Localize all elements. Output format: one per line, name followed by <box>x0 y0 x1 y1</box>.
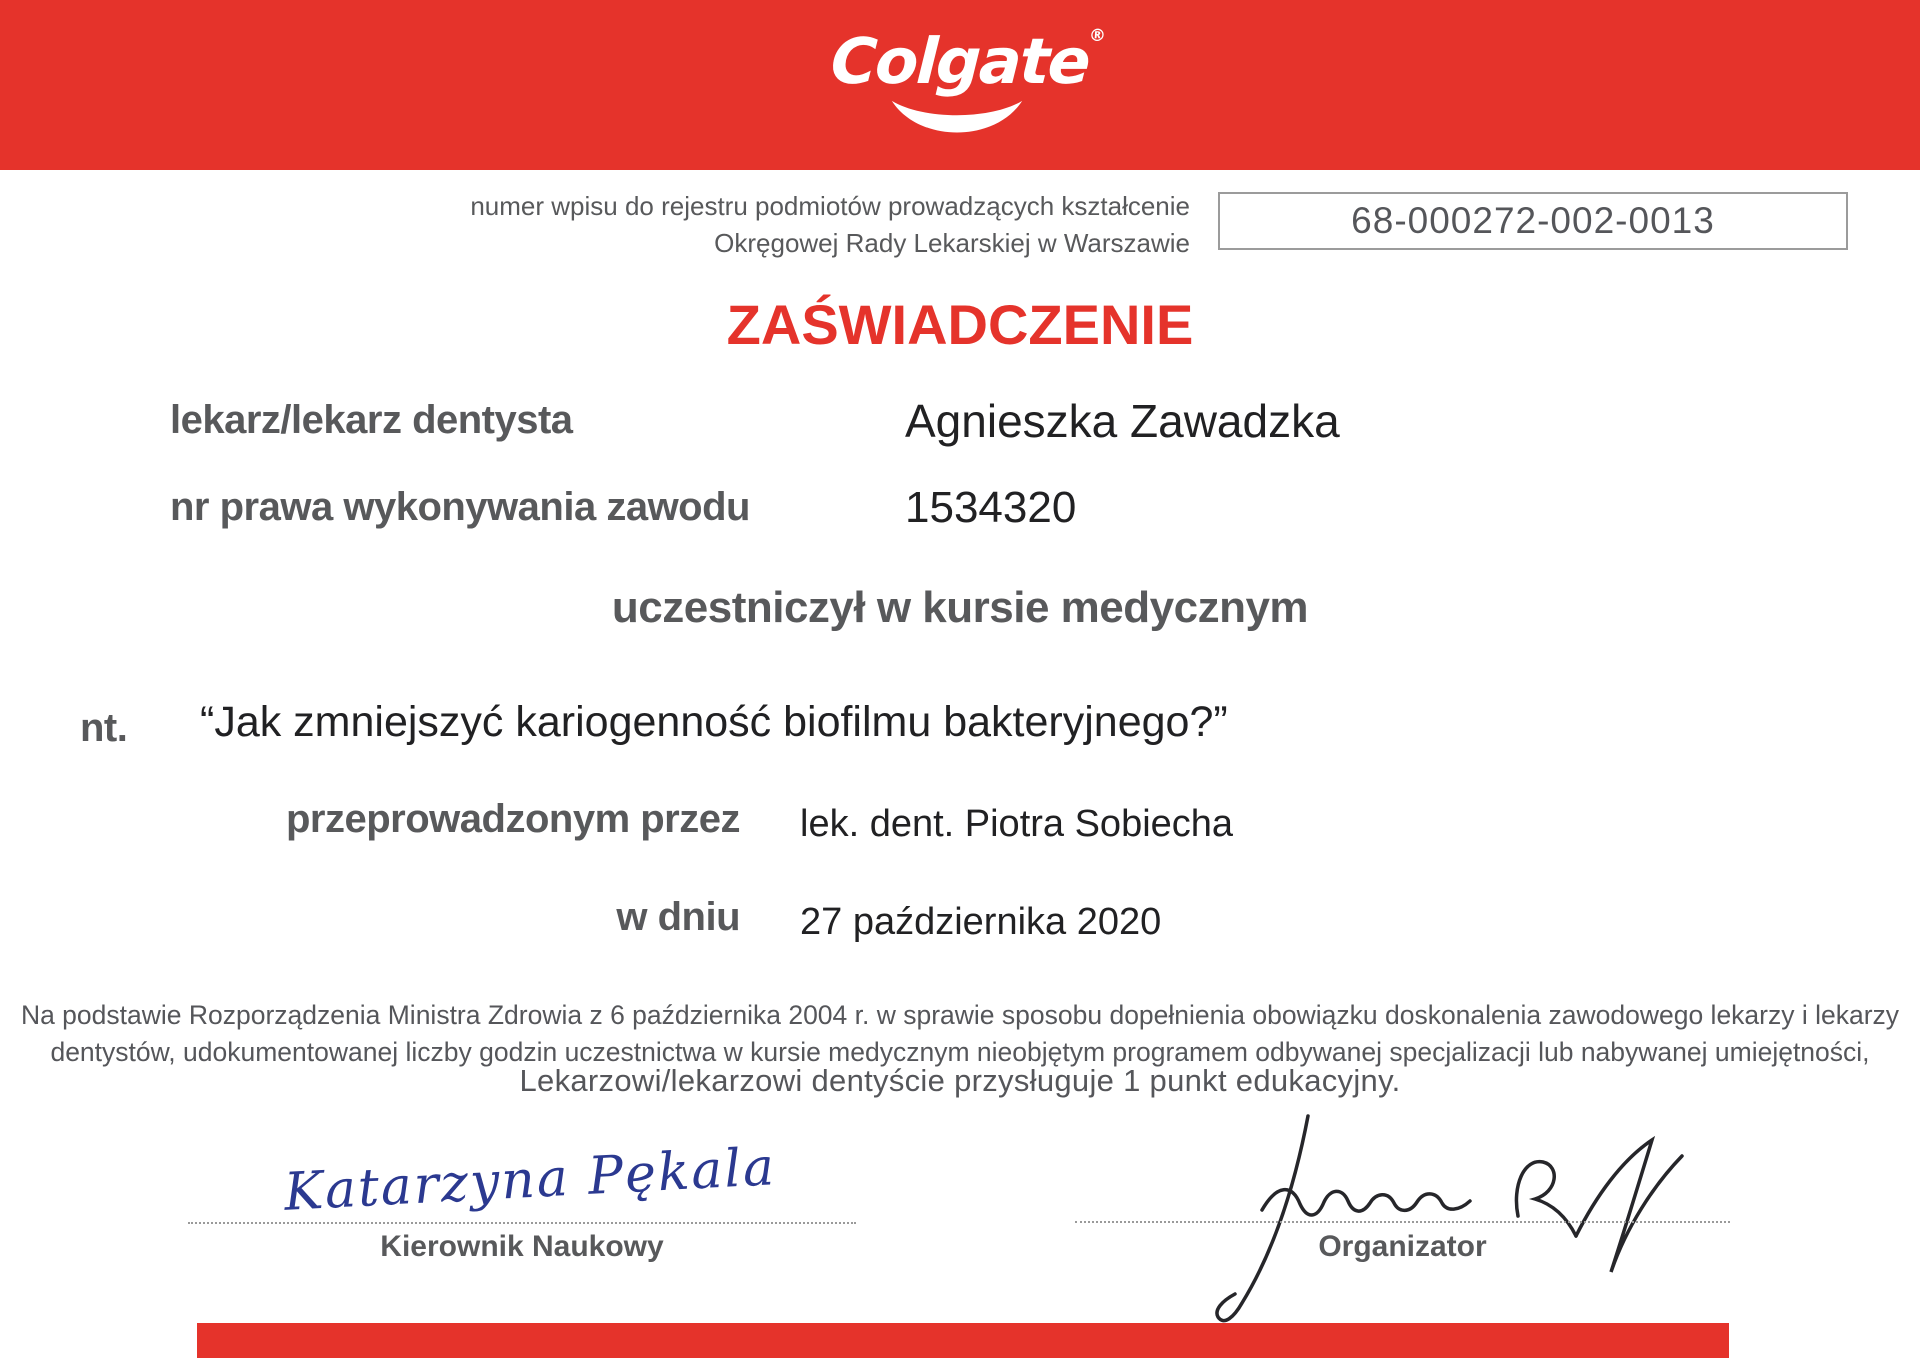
doctor-name: Agnieszka Zawadzka <box>905 395 1340 447</box>
footer-brand-band <box>197 1323 1729 1358</box>
header-brand-band <box>0 0 1920 170</box>
scientific-director-signature: Katarzyna Pękala <box>282 1137 778 1223</box>
scientific-director-role: Kierownik Naukowy <box>380 1230 664 1263</box>
doctor-label: lekarz/lekarz dentysta <box>170 398 573 442</box>
colgate-wordmark: Colgate <box>829 24 1091 98</box>
registry-line-2: Okręgowej Rady Lekarskiej w Warszawie <box>714 228 1190 258</box>
date-value: 27 października 2020 <box>800 901 1162 943</box>
registered-trademark-icon: ® <box>1088 25 1107 46</box>
registry-line-1: numer wpisu do rejestru podmiotów prowadzących kształcenie <box>470 191 1190 221</box>
conducted-by-value: lek. dent. Piotra Sobiecha <box>800 803 1234 845</box>
legal-text-line-1: Na podstawie Rozporządzenia Ministra Zdrowia z 6 października 2004 r. w sprawie sposobu dopełnienia obowiązku doskonalenia zawodowego lekarzy i lekarzy <box>20 1000 1900 1030</box>
certificate-title: ZAŚWIADCZENIE <box>726 293 1194 356</box>
signature-line-right <box>1075 1221 1730 1223</box>
license-number-value: 1534320 <box>905 483 1077 532</box>
legal-text-line-3: Lekarzowi/lekarzowi dentyście przysługuje 1 punkt edukacyjny. <box>519 1063 1401 1098</box>
organizer-role: Organizator <box>1318 1230 1487 1263</box>
course-topic: “Jak zmniejszyć kariogenność biofilmu bakteryjnego?” <box>200 698 1228 746</box>
legal-text-line-2: dentystów, udokumentowanej liczby godzin uczestnictwa w kursie medycznym nieobjętym programem odbywanej specjalizacji lub nabywanej umiejętności, <box>50 1037 1870 1067</box>
date-label: w dniu <box>616 895 740 939</box>
topic-label: nt. <box>80 706 128 750</box>
registry-number-box <box>1218 192 1848 250</box>
registry-number: 68-000272-002-0013 <box>1351 200 1715 241</box>
signature-line-left <box>188 1222 856 1224</box>
colgate-logo <box>829 24 1107 143</box>
license-number-label: nr prawa wykonywania zawodu <box>170 485 750 529</box>
colgate-logo-text <box>829 24 1107 98</box>
registry-description <box>430 188 1190 262</box>
participation-line: uczestniczył w kursie medycznym <box>611 583 1309 632</box>
colgate-smile-icon <box>882 97 1032 143</box>
conducted-by-label: przeprowadzonym przez <box>285 797 740 841</box>
